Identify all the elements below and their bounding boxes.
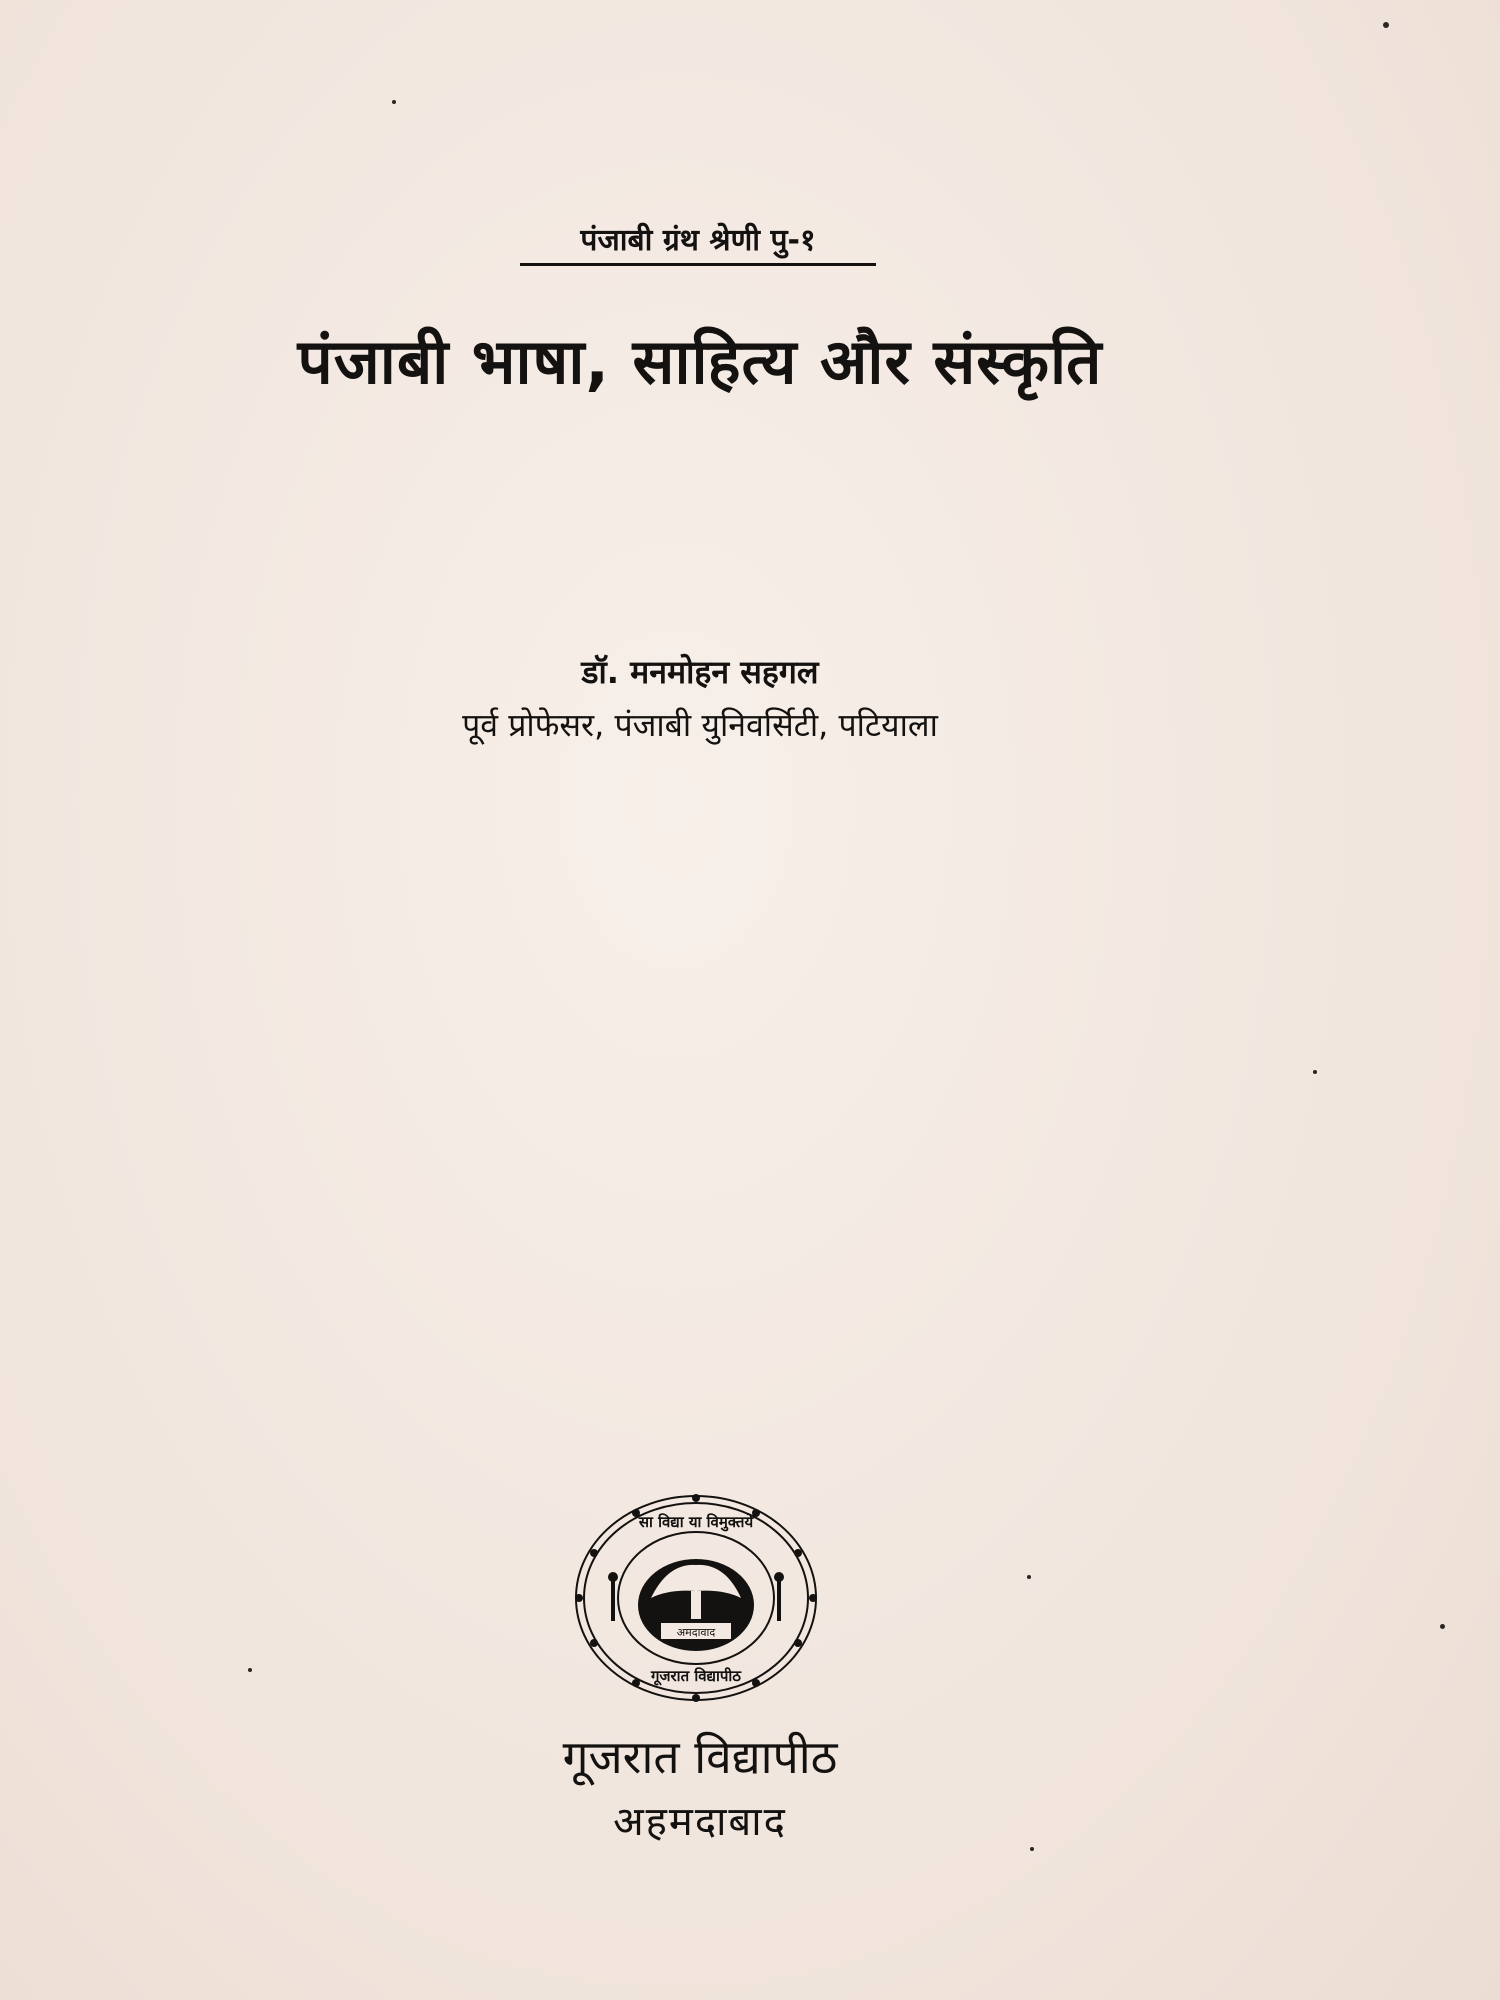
publisher-city: अहमदाबाद [613,1799,787,1845]
book-title: पंजाबी भाषा, साहित्य और संस्कृति [297,325,1103,398]
paper-speck [392,100,396,104]
publisher-name: गूजरात विद्यापीठ [562,1730,838,1784]
tree-trunk-icon [691,1591,701,1619]
paper-speck [1383,22,1389,28]
paper-speck [1313,1070,1317,1074]
paper-speck [1030,1847,1034,1851]
author-affiliation: पूर्व प्रोफेसर, पंजाबी युनिवर्सिटी, पटियाला [462,706,938,744]
paper-speck [1440,1624,1445,1629]
author-name: डॉ. मनमोहन सहगल [581,653,819,691]
gujarat-vidyapith-seal-icon [573,1493,819,1703]
seal-center-text: अमदावाद [676,1626,716,1639]
seal-inscription-bottom: गूजरात विद्यापीठ [650,1667,742,1685]
paper-speck [1027,1575,1031,1579]
paper-speck [248,1668,252,1672]
series-label: पंजाबी ग्रंथ श्रेणी पु-१ [520,218,876,266]
seal-inscription-top: सा विद्या या विमुक्तये [638,1513,754,1531]
